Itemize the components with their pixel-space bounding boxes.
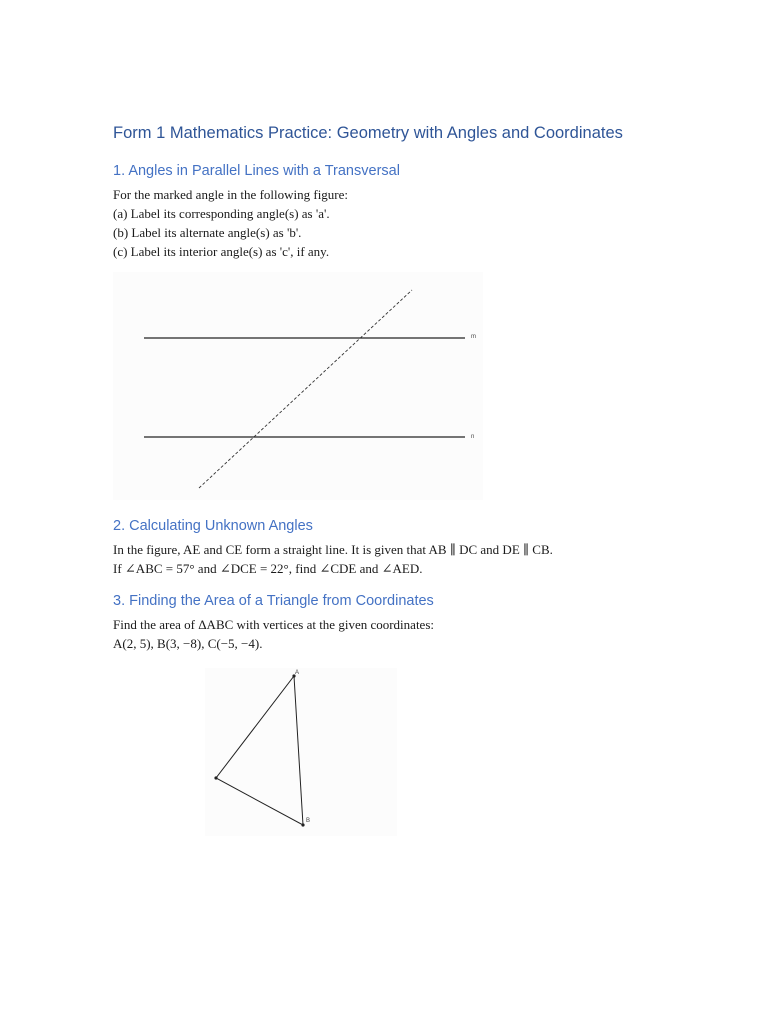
vertex-c-point (214, 776, 217, 779)
section-3-heading: 3. Finding the Area of a Triangle from Coordinates (113, 593, 434, 609)
section-1-line-4: (c) Label its interior angle(s) as 'c', if any. (113, 244, 330, 259)
vertex-label-a: A (295, 670, 300, 676)
section-3-line-2: A(2, 5), B(3, −8), C(−5, −4). (113, 636, 263, 651)
section-1-line-2: (a) Label its corresponding angle(s) as 'a'. (113, 206, 330, 221)
vertex-label-b: B (306, 818, 311, 824)
section-3-text (113, 615, 434, 653)
section-2-text (113, 540, 553, 578)
line-label-n: n (471, 434, 475, 440)
line-label-m: m (471, 334, 476, 340)
section-1-text (113, 185, 348, 261)
section-2-line-2: If ∠ABC = 57° and ∠DCE = 22°, find ∠CDE and ∠AED. (113, 561, 423, 576)
section-2-heading: 2. Calculating Unknown Angles (113, 518, 313, 534)
triangle-figure (205, 668, 397, 836)
page-title: Form 1 Mathematics Practice: Geometry with Angles and Coordinates (113, 124, 623, 142)
section-1-line-1: For the marked angle in the following figure: (113, 187, 349, 202)
parallel-lines-figure (113, 272, 483, 500)
vertex-b-point (301, 823, 304, 826)
figure-background (205, 668, 397, 836)
section-3-line-1: Find the area of ΔABC with vertices at the given coordinates: (113, 617, 434, 632)
section-1-heading: 1. Angles in Parallel Lines with a Transversal (113, 163, 400, 179)
section-2-line-1: In the figure, AE and CE form a straight line. It is given that AB ∥ DC and DE ∥ CB. (113, 542, 553, 557)
figure-background (113, 272, 483, 500)
section-1-line-3: (b) Label its alternate angle(s) as 'b'. (113, 225, 302, 240)
